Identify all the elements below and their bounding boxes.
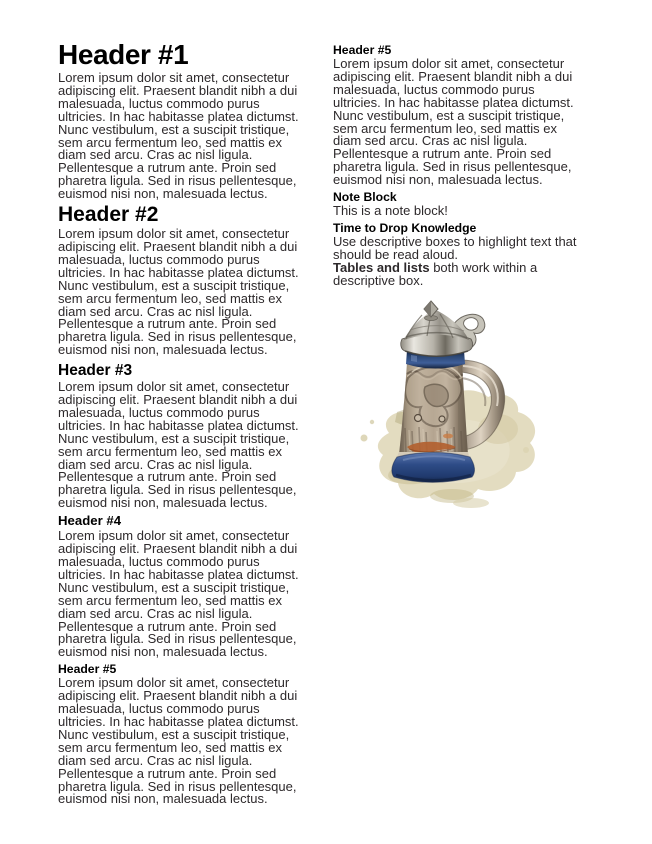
note-block-label: Note Block [333, 190, 397, 205]
tables-rest-text: both work within a descriptive box. [333, 259, 538, 288]
header-5: Header #5 [58, 662, 117, 677]
section-2-paragraph: Lorem ipsum dolor sit amet, consectetur adipiscing elit. Praesent blandit nibh a dui malesuada, luctus commodo purus ultricies. In hac habitasse platea dictumst. Nunc vestibulum, est a suscipit tristique, sem arcu fermentum leo, sed mattis ex diam sed arcu. Cras ac nisl ligula. Pellentesque a rutrum ante. Proin sed pharetra ligula. Sed in risus pellentesque, euismod nisi non, malesuada lectus. [58, 226, 299, 358]
section-5-paragraph: Lorem ipsum dolor sit amet, consectetur adipiscing elit. Praesent blandit nibh a dui malesuada, luctus commodo purus ultricies. In hac habitasse platea dictumst. Nunc vestibulum, est a suscipit tristique, sem arcu fermentum leo, sed mattis ex diam sed arcu. Cras ac nisl ligula. Pellentesque a rutrum ante. Proin sed pharetra ligula. Sed in risus pellentesque, euismod nisi non, malesuada lectus. [58, 675, 299, 807]
knowledge-text: Use descriptive boxes to highlight text that should be read aloud. [333, 233, 577, 262]
note-block-text: This is a note block! [333, 203, 448, 219]
header-1: Header #1 [58, 39, 189, 70]
right-section-paragraph: Lorem ipsum dolor sit amet, consectetur adipiscing elit. Praesent blandit nibh a dui malesuada, luctus commodo purus ultricies. In hac habitasse platea dictumst. Nunc vestibulum, est a suscipit tristique, sem arcu fermentum leo, sed mattis ex diam sed arcu. Cras ac nisl ligula. Pellentesque a rutrum ante. Proin sed pharetra ligula. Sed in risus pellentesque, euismod nisi non, malesuada lectus. [333, 56, 574, 188]
header-4: Header #4 [58, 513, 122, 529]
section-4-paragraph: Lorem ipsum dolor sit amet, consectetur adipiscing elit. Praesent blandit nibh a dui malesuada, luctus commodo purus ultricies. In hac habitasse platea dictumst. Nunc vestibulum, est a suscipit tristique, sem arcu fermentum leo, sed mattis ex diam sed arcu. Cras ac nisl ligula. Pellentesque a rutrum ante. Proin sed pharetra ligula. Sed in risus pellentesque, euismod nisi non, malesuada lectus. [58, 528, 299, 660]
tables-paragraph [333, 259, 595, 288]
section-3-paragraph: Lorem ipsum dolor sit amet, consectetur adipiscing elit. Praesent blandit nibh a dui malesuada, luctus commodo purus ultricies. In hac habitasse platea dictumst. Nunc vestibulum, est a suscipit tristique, sem arcu fermentum leo, sed mattis ex diam sed arcu. Cras ac nisl ligula. Pellentesque a rutrum ante. Proin sed pharetra ligula. Sed in risus pellentesque, euismod nisi non, malesuada lectus. [58, 379, 299, 511]
right-column [333, 40, 595, 510]
stein-body [395, 360, 470, 460]
knowledge-label: Time to Drop Knowledge [333, 220, 477, 235]
beer-stein-illustration [351, 300, 611, 510]
section-1-paragraph: Lorem ipsum dolor sit amet, consectetur adipiscing elit. Praesent blandit nibh a dui malesuada, luctus commodo purus ultricies. In hac habitasse platea dictumst. Nunc vestibulum, est a suscipit tristique, sem arcu fermentum leo, sed mattis ex diam sed arcu. Cras ac nisl ligula. Pellentesque a rutrum ante. Proin sed pharetra ligula. Sed in risus pellentesque, euismod nisi non, malesuada lectus. [58, 70, 299, 202]
stein-base [392, 452, 475, 482]
header-2: Header #2 [58, 203, 159, 227]
left-column [58, 40, 310, 806]
header-3: Header #3 [58, 362, 133, 380]
header-5-right: Header #5 [333, 43, 392, 57]
beer-stein-svg [351, 300, 611, 510]
tables-lead-bold: Tables and lists [333, 259, 430, 275]
